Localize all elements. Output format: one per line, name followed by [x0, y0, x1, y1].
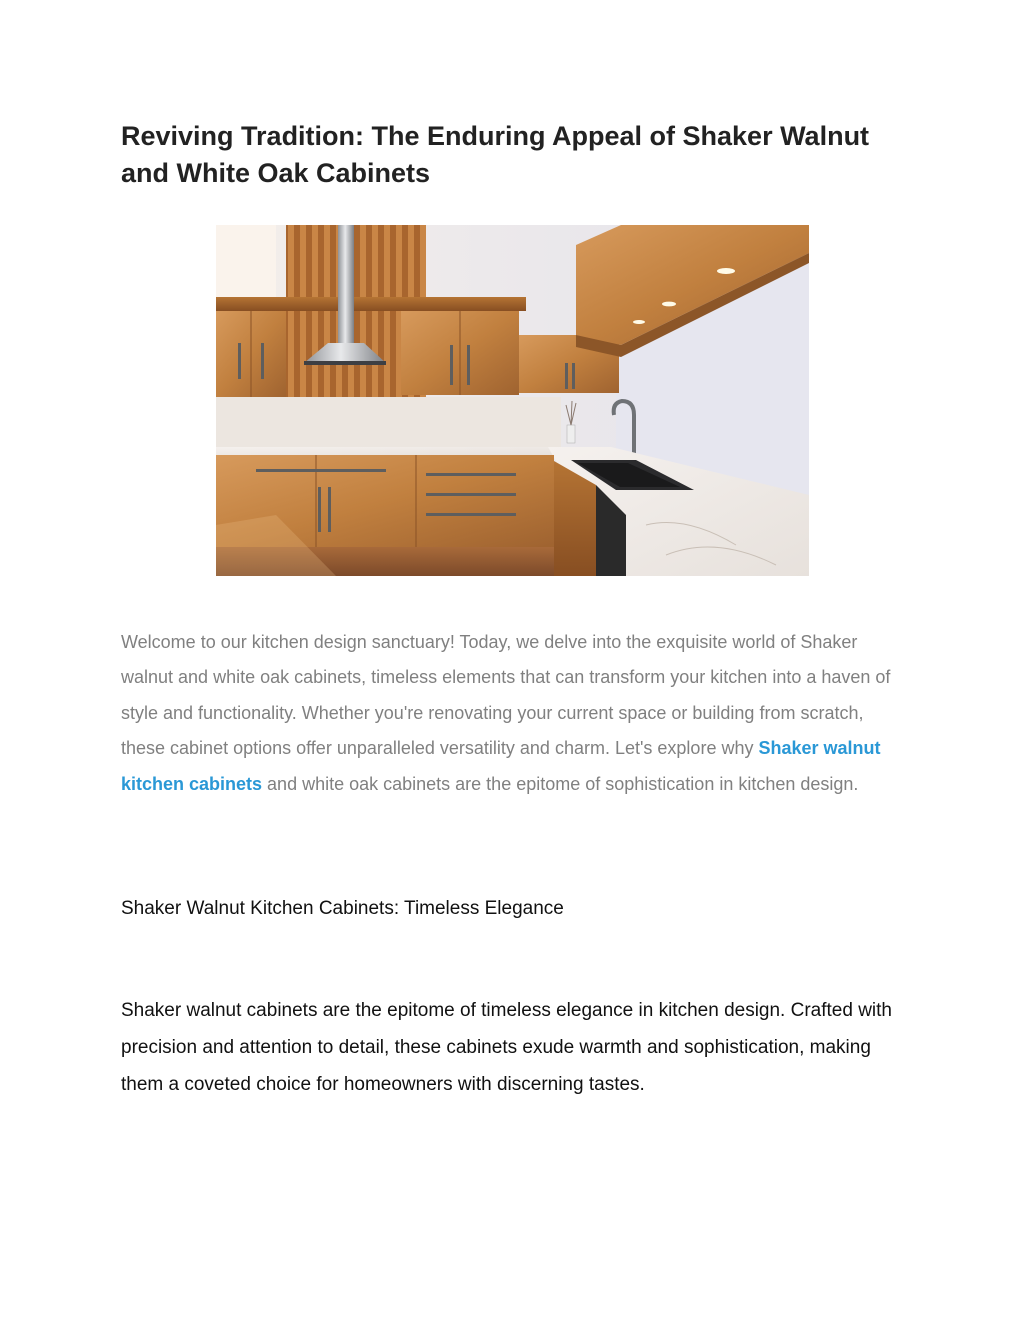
- kitchen-photo: [216, 225, 809, 576]
- article-title: Reviving Tradition: The Enduring Appeal of Shaker Walnut and White Oak Cabinets: [121, 121, 870, 188]
- section-body-paragraph: Shaker walnut cabinets are the epitome of timeless elegance in kitchen design. Crafted with precision and attention to detail, these cabinets exude warmth and sophistication, making them a coveted choice for homeowners with discerning tastes.: [121, 1000, 892, 1095]
- intro-paragraph: [121, 625, 911, 802]
- intro-text-after-link: and white oak cabinets are the epitome of sophistication in kitchen design.: [262, 773, 859, 794]
- intro-text-before-link: Welcome to our kitchen design sanctuary! Today, we delve into the exquisite world of Shaker walnut and white oak cabinets, timeless elements that can transform your kitchen into a haven of style and functionality. Whether you're renovating your current space or building from scratch, these cabinet options offer unparalleled versatility and charm. Let's explore why: [121, 632, 891, 759]
- shaker-walnut-cabinets-link[interactable]: Shaker walnut kitchen cabinets: [121, 738, 881, 794]
- section-heading: Shaker Walnut Kitchen Cabinets: Timeless Elegance: [121, 898, 564, 919]
